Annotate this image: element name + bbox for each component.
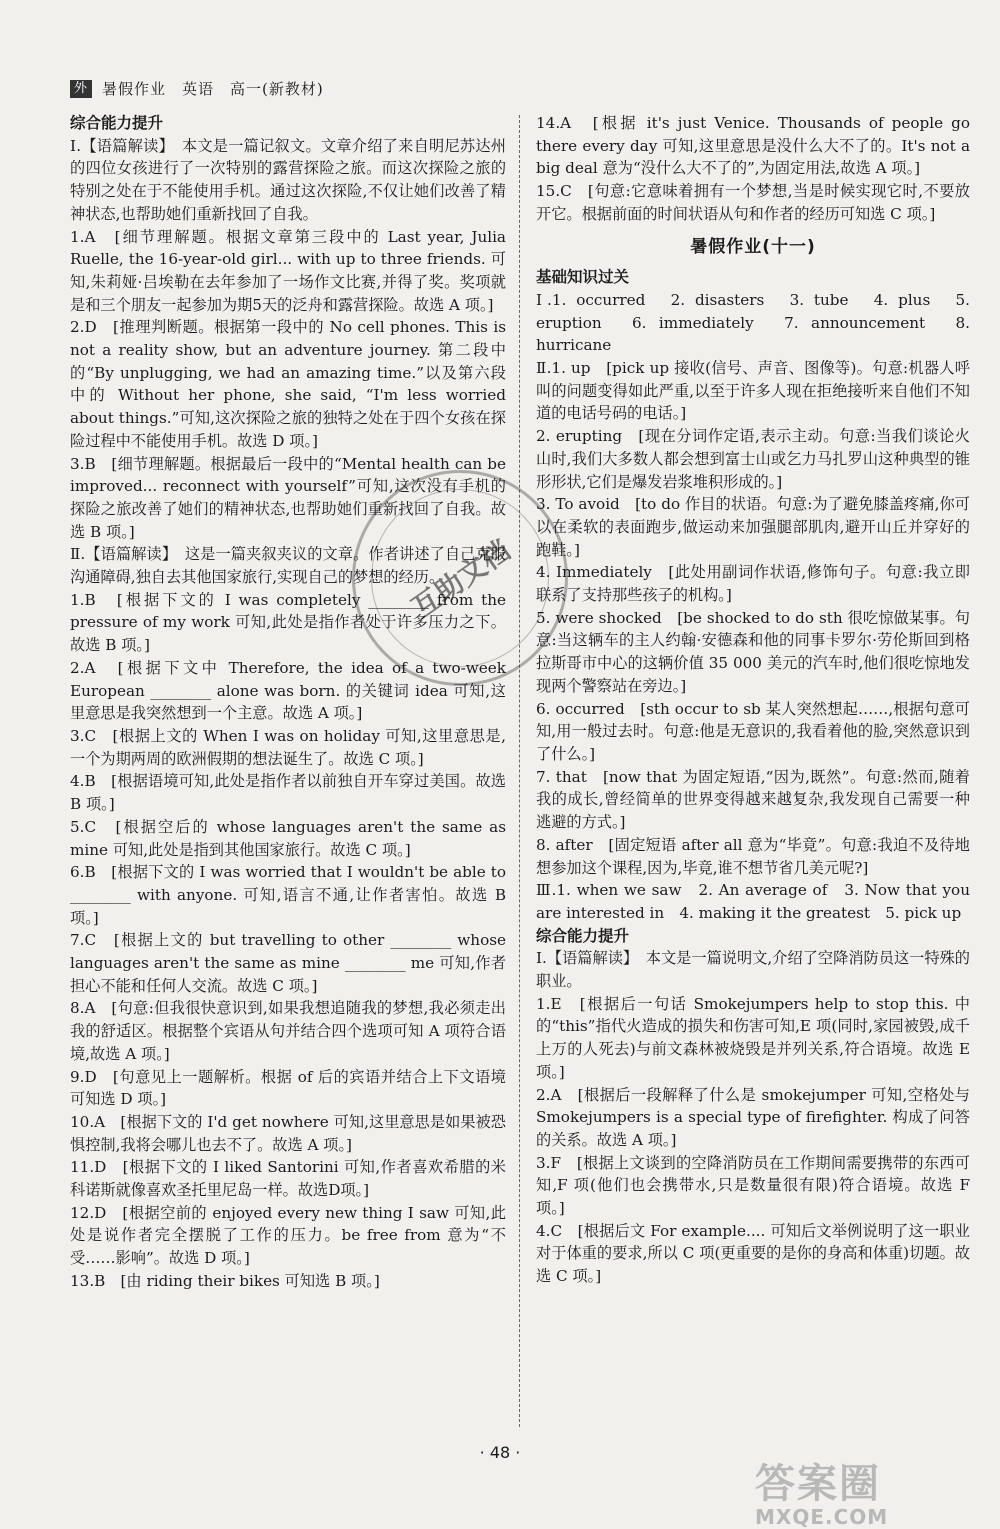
column-divider [519, 115, 520, 1427]
answer-paragraph: Ⅰ.【语篇解读】 本文是一篇记叙文。文章介绍了来自明尼苏达州的四位女孩进行了一次特别的露营探险之旅。而这次探险之旅的特别之处在于不能使用手机。通过这次探险,不仅让她们改善了精神状态,也帮助她们重新找回了自我。 [70, 136, 506, 223]
right-top-paragraphs [536, 112, 970, 226]
answer-paragraph: 13.B [由 riding their bikes 可知选 B 项。] [70, 1271, 380, 1290]
answer-paragraph: Ⅱ.【语篇解读】 这是一篇夹叙夹议的文章。作者讲述了自己克服沟通障碍,独自去其他国家旅行,实现自己的梦想的经历。 [70, 545, 506, 587]
basic-paragraphs [536, 289, 970, 925]
answer-paragraph: 3.F [根据上文谈到的空降消防员在工作期间需要携带的东西可知,F 项(他们也会携带水,只是数量很有限)符合语境。故选 F 项。] [536, 1153, 970, 1218]
watermark-logo [755, 1452, 888, 1529]
answer-paragraph: 1.E [根据后一句话 Smokejumpers help to stop this. 中的“this”指代火造成的损失和伤害可知,E 项(同时,家园被毁,成千上万的人死去)与前文森林被烧毁是并列关系,符合语境。故选 E 项。] [536, 994, 970, 1081]
answer-paragraph: 8. after [固定短语 after all 意为“毕竟”。句意:我迫不及待地想参加这个课程,因为,毕竟,谁不想节省几美元呢?] [536, 835, 970, 877]
answer-paragraph: Ⅰ.【语篇解读】 本文是一篇说明文,介绍了空降消防员这一特殊的职业。 [536, 949, 970, 991]
page-header [70, 78, 324, 99]
watermark-top: 答案圈 [755, 1461, 881, 1507]
answer-paragraph: Ⅱ.1. up [pick up 接收(信号、声音、图像等)。句意:机器人呼叫的问题变得如此严重,以至于许多人现在拒绝接听来自他们不知道的电话号码的电话。] [536, 359, 970, 423]
answer-paragraph: 8.A [句意:但我很快意识到,如果我想追随我的梦想,我必须走出我的舒适区。根据整个宾语从句并结合四个选项可知 A 项符合语境,故选 A 项。] [70, 999, 506, 1063]
answer-paragraph: 2. erupting [现在分词作定语,表示主动。句意:当我们谈论火山时,我们大多数人都会想到富士山或乞力马扎罗山这种典型的锥形形状,它们是爆发岩浆堆积形成的。] [536, 427, 970, 491]
answer-paragraph: 3.B [细节理解题。根据最后一段中的“Mental health can be improved... reconnect with yourself”可知,这次没有手机的探险之旅改善了她们的精神状态,也帮助她们重新找回了自我。故选 B 项。] [70, 454, 506, 541]
right-column [536, 112, 970, 1288]
stamp-text: 互助文档 [336, 454, 584, 702]
answer-paragraph: 4.C [根据后文 For example.... 可知后文举例说明了这一职业对于体重的要求,所以 C 项(更重要的是你的身高和体重)切题。故选 C 项。] [536, 1221, 970, 1286]
answer-paragraph: 14.A [根据 it's just Venice. Thousands of people go there every day 可知,这里意思是没什么大不了的。It's not a big deal 意为“没什么大不了的”,为固定用法,故选 A 项。] [536, 114, 970, 178]
answer-paragraph: 5.C [根据空后的 whose languages aren't the same as mine 可知,此处是指到其他国家旅行。故选 C 项。] [70, 817, 506, 859]
answer-paragraph: Ⅲ.1. when we saw 2. An average of 3. Now that you are interested in 4. making it the greatest 5. pick up [536, 881, 970, 922]
page-number: · 48 · [479, 1443, 521, 1462]
answer-paragraph: 10.A [根据下文的 I'd get nowhere 可知,这里意思是如果被恐惧控制,我将会哪儿也去不了。故选 A 项。] [70, 1112, 506, 1154]
answer-paragraph: 7.C [根据上文的 but travelling to other ________ whose languages aren't the same as mine ________ me 可知,作者担心不能和任何人交流。故选 C 项。] [70, 931, 506, 995]
answer-paragraph: 15.C [句意:它意味着拥有一个梦想,当是时候实现它时,不要放开它。根据前面的时间状语从句和作者的经历可知选 C 项。] [536, 182, 970, 223]
answer-paragraph: 4.B [根据语境可知,此处是指作者以前独自开车穿过美国。故选 B 项。] [70, 772, 506, 814]
comprehensive-paragraphs [536, 947, 970, 1288]
left-paragraphs [70, 135, 506, 1293]
answer-paragraph: 11.D [根据下文的 I liked Santorini 可知,作者喜欢希腊的米科诺斯就像喜欢圣托里尼岛一样。故选D项。] [70, 1158, 506, 1200]
comprehensive-section-title: 综合能力提升 [536, 926, 630, 945]
answer-paragraph: 2.D [推理判断题。根据第一段中的 No cell phones. This is not a reality show, but an adventure journey. 第二段中的“By unplugging, we had an amazing time.”以及第六段中的 Without her phone, she said, “I'm less worried about things.”可知,这次探险之旅的独特之处在于四个女孩在探险过程中不能使用手机。故选 D 项。] [70, 318, 506, 450]
answer-paragraph: 3. To avoid [to do 作目的状语。句意:为了避免膝盖疼痛,你可以在柔软的表面跑步,做运动来加强腿部肌肉,避开山丘并穿好的跑鞋。] [536, 495, 970, 559]
answer-paragraph: 12.D [根据空前的 enjoyed every new thing I saw 可知,此处是说作者完全摆脱了工作的压力。be free from 意为“不受……影响”。故选 D 项。] [70, 1203, 506, 1268]
section-title: 综合能力提升 [70, 114, 164, 132]
answer-paragraph: 2.A [根据下文中 Therefore, the idea of a two-week European ________ alone was born. 的关键词 idea 可知,这里意思是我突然想到一个主意。故选 A 项。] [70, 658, 506, 723]
homework-title: 暑假作业(十一) [690, 236, 816, 257]
answer-paragraph: 9.D [句意见上一题解析。根据 of 后的宾语并结合上下文语境可知选 D 项。] [70, 1067, 506, 1109]
answer-paragraph: 3.C [根据上文的 When I was on holiday 可知,这里意思是,一个为期两周的欧洲假期的想法诞生了。故选 C 项。] [70, 726, 506, 768]
watermark-bottom: MXQE.COM [755, 1505, 889, 1529]
answer-paragraph: 6. occurred [sth occur to sb 某人突然想起……,根据句意可知,用一般过去时。句意:他是无意识的,我看着他的脸,突然意识到了什么。] [536, 699, 970, 763]
answer-paragraph: Ⅰ.1. occurred 2. disasters 3. tube 4. plus 5. eruption 6. immediately 7. announcement 8. hurricane [536, 290, 970, 355]
header-text: 暑假作业 英语 高一(新教材) [102, 80, 324, 98]
answer-paragraph: 5. were shocked [be shocked to do sth 很吃惊做某事。句意:当这辆车的主人约翰·安德森和他的同事卡罗尔·劳伦斯回到格拉斯哥市中心的这辆价值 35 000 美元的汽车时,他们很吃惊地发现两个警察站在旁边。] [536, 608, 970, 695]
header-badge: 外 [70, 80, 92, 98]
answer-paragraph: 4. Immediately [此处用副词作状语,修饰句子。句意:我立即联系了支持那些孩子的机构。] [536, 563, 970, 605]
answer-paragraph: 2.A [根据后一段解释了什么是 smokejumper 可知,空格处与 Smokejumpers is a special type of firefighter. 构成了问答的关系。故选 A 项。] [536, 1085, 970, 1149]
answer-paragraph: 1.B [根据下文的 I was completely ________ from the pressure of my work 可知,此处是指作者处于许多压力之下。故选 B 项。] [70, 590, 506, 655]
answer-paragraph: 1.A [细节理解题。根据文章第三段中的 Last year, Julia Ruelle, the 16-year-old girl... with up to three friends. 可知,朱莉娅·吕埃勒在去年参加了一场作文比赛,并得了奖。奖项就是和三个朋友一起参加为期5天的泛舟和露营探险。故选 A 项。] [70, 227, 506, 314]
answer-paragraph: 6.B [根据下文的 I was worried that I wouldn't be able to ________ with anyone. 可知,语言不通,让作者害怕。故选 B 项。] [70, 863, 506, 927]
basic-section-title: 基础知识过关 [536, 268, 630, 287]
answer-paragraph: 7. that [now that 为固定短语,“因为,既然”。句意:然而,随着我的成长,曾经简单的世界变得越来越复杂,我发现自己需要一种逃避的方式。] [536, 767, 970, 832]
left-column [70, 112, 506, 1293]
